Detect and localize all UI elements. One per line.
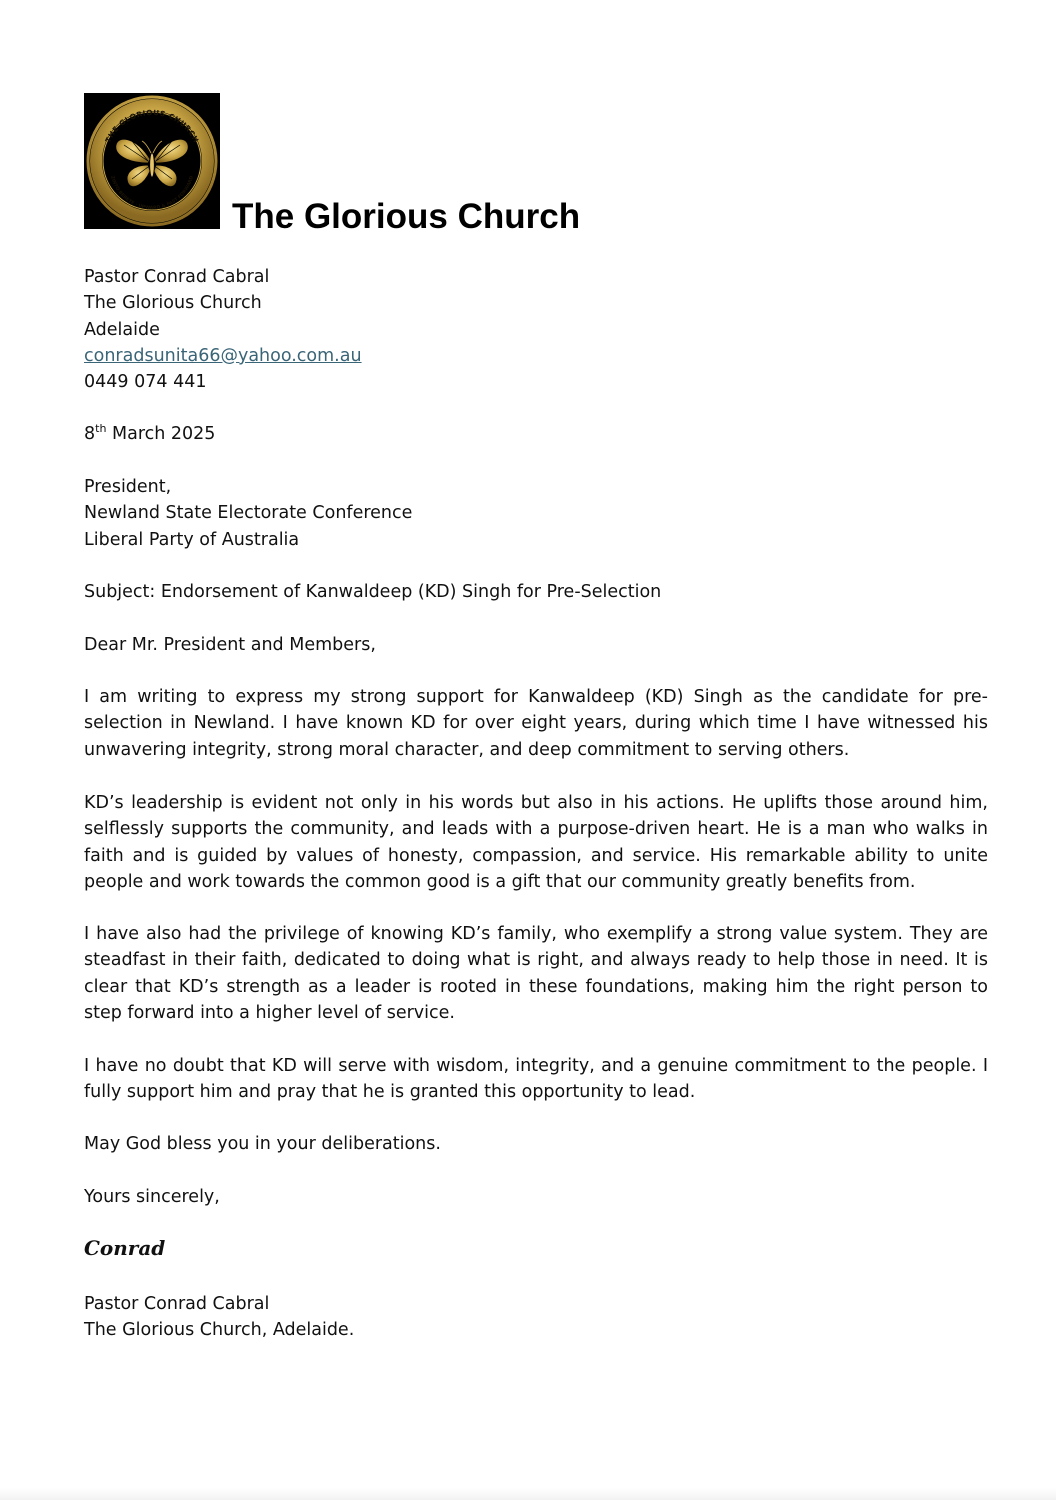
logo-ring-text-top: THE GLORIOUS CHURCH xyxy=(103,107,201,145)
subject-line: Subject: Endorsement of Kanwaldeep (KD) Singh for Pre-Selection xyxy=(84,582,662,602)
butterfly-icon xyxy=(84,93,220,229)
salutation: Dear Mr. President and Members, xyxy=(84,635,376,655)
recipient-line-1: President, xyxy=(84,477,172,497)
sender-email-link[interactable]: conradsunita66@yahoo.com.au xyxy=(84,345,362,366)
date-rest: March 2025 xyxy=(106,424,216,444)
body-paragraph-2: KD’s leadership is evident not only in his words but also in his actions. He uplifts those around him, selflessly supports the community, and leads with a purpose-driven heart. He is a man who walks in faith and is guided by values of honesty, compassion, and service. His remarkable ability to unite people and work towards the common good is a gift that our community greatly benefits from. xyxy=(84,793,988,892)
letter-date xyxy=(84,421,988,447)
body-paragraph-5: May God bless you in your deliberations. xyxy=(84,1134,441,1154)
sender-city: Adelaide xyxy=(84,319,160,340)
sign-off-block xyxy=(84,1291,988,1344)
sender-organization: The Glorious Church xyxy=(84,293,262,314)
closing: Yours sincerely, xyxy=(84,1187,220,1207)
sender-block xyxy=(84,264,988,395)
page-bottom-edge xyxy=(0,1488,1056,1500)
body-paragraph-1: I am writing to express my strong support for Kanwaldeep (KD) Singh as the candidate for pre-selection in Newland. I have known KD for over eight years, during which time I have witnessed his unwavering integrity, strong moral character, and deep commitment to serving others. xyxy=(84,687,988,760)
date-day: 8 xyxy=(84,424,96,444)
handwritten-signature: Conrad xyxy=(84,1236,166,1260)
recipient-line-2: Newland State Electorate Conference xyxy=(84,503,413,524)
sign-off-org: The Glorious Church, Adelaide. xyxy=(84,1320,355,1341)
sender-phone: 0449 074 441 xyxy=(84,372,207,393)
recipient-line-3: Liberal Party of Australia xyxy=(84,529,300,550)
body-paragraph-3: I have also had the privilege of knowing KD’s family, who exemplify a strong value system. They are steadfast in their faith, dedicated to doing what is right, and always ready to help those in need. It is clear that KD’s strength as a leader is rooted in these foundations, making him the right person to step forward into a higher level of service. xyxy=(84,924,988,1023)
date-suffix: th xyxy=(95,422,107,436)
recipient-block xyxy=(84,474,988,553)
letterhead-title: The Glorious Church xyxy=(232,197,581,236)
logo-ring-text-bottom: ZINTO BERETE · UPWARD & FAST FORWARD xyxy=(109,175,195,212)
body-paragraph-4: I have no doubt that KD will serve with wisdom, integrity, and a genuine commitment to the people. I fully support him and pray that he is granted this opportunity to lead. xyxy=(84,1056,988,1103)
sender-name: Pastor Conrad Cabral xyxy=(84,267,270,287)
sign-off-name: Pastor Conrad Cabral xyxy=(84,1294,270,1314)
church-logo xyxy=(84,93,220,229)
